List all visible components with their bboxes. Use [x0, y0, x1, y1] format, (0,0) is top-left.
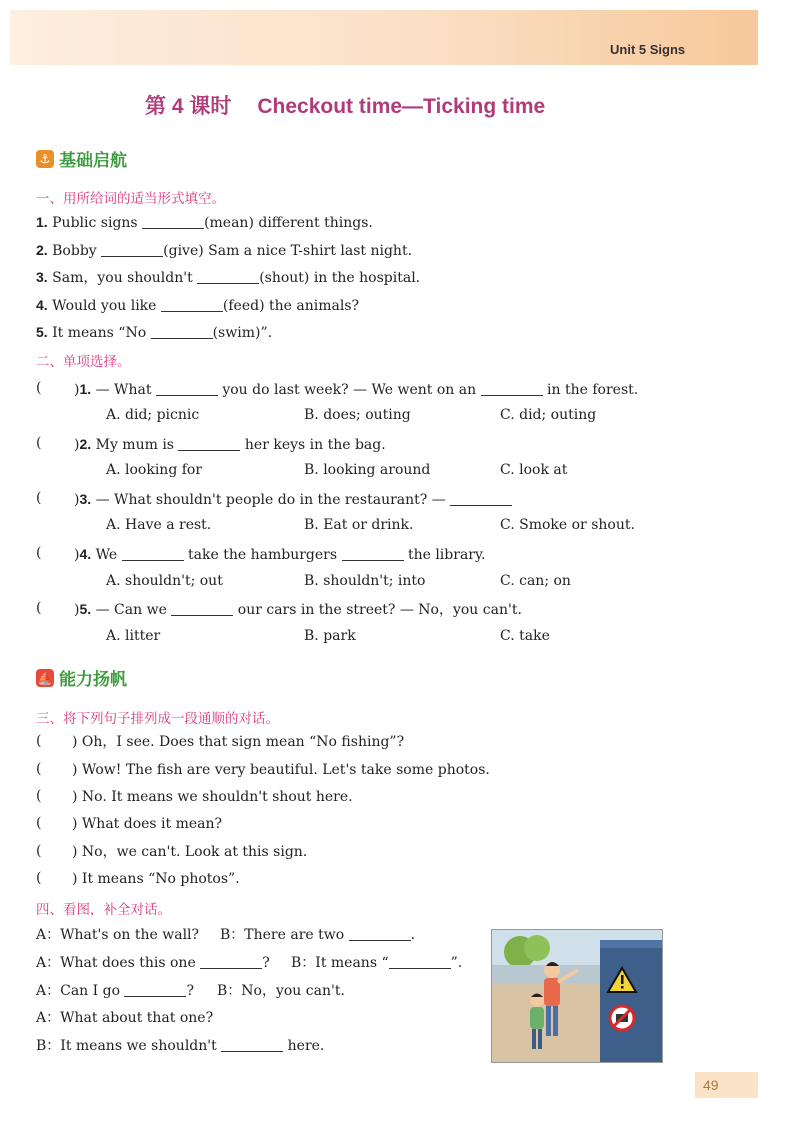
part4-heading: 四、看图，补全对话。 [36, 902, 171, 918]
option-a[interactable]: A. did; picnic [106, 407, 200, 423]
answer-blank[interactable] [178, 436, 240, 451]
fill-item: 5. It means “No (swim)”. [36, 324, 273, 341]
option-b[interactable]: B. does; outing [304, 407, 411, 423]
sail-icon: ⛵ [37, 670, 53, 685]
answer-paren[interactable]: ( [36, 815, 42, 831]
dialogue-b: B：No，you can't. [217, 983, 345, 999]
order-sentence: ) No，we can't. Look at this sign. [72, 844, 308, 860]
part2-heading: 二、单项选择。 [36, 354, 131, 370]
order-sentence: ) It means “No photos”. [72, 871, 240, 887]
section-ability-label: 能力扬帆 [59, 670, 127, 690]
option-b[interactable]: B. looking around [304, 462, 431, 478]
dialogue-a: A：What about that one? [36, 1010, 214, 1026]
mcq-question: )3. — What shouldn't people do in the restaurant? — [74, 490, 512, 509]
answer-paren[interactable]: ( [36, 761, 42, 777]
option-b[interactable]: B. shouldn't; into [304, 573, 426, 589]
order-sentence: ) What does it mean? [72, 816, 223, 832]
answer-blank[interactable] [122, 546, 184, 561]
option-c[interactable]: C. did; outing [500, 407, 597, 423]
answer-blank[interactable] [124, 982, 186, 997]
answer-paren[interactable]: ( [36, 380, 42, 396]
dialogue-b: B：It means “ ”. [291, 955, 463, 971]
lesson-prefix: 第 4 课时 [145, 95, 232, 118]
fill-item: 4. Would you like (feed) the animals? [36, 297, 360, 314]
answer-blank[interactable] [171, 601, 233, 616]
mcq-question: )5. — Can we our cars in the street? — No，you can't. [74, 601, 522, 618]
option-c[interactable]: C. take [500, 628, 550, 644]
answer-paren[interactable]: ( [36, 788, 42, 804]
page-number: 49 [695, 1072, 758, 1098]
fill-item: 3. Sam，you shouldn't (shout) in the hospital. [36, 269, 421, 286]
dialogue-b: B：There are two . [220, 927, 416, 943]
option-c[interactable]: C. look at [500, 462, 568, 478]
wall-panel [600, 940, 662, 1062]
dialogue-a: A：What's on the wall? [36, 927, 200, 943]
answer-paren[interactable]: ( [36, 490, 42, 506]
lesson-name: Checkout time—Ticking time [257, 95, 546, 118]
answer-blank[interactable] [481, 381, 543, 396]
option-b[interactable]: B. park [304, 628, 356, 644]
section-basic-label: 基础启航 [59, 151, 127, 171]
answer-paren[interactable]: ( [36, 870, 42, 886]
dialogue-illustration [491, 929, 663, 1063]
lesson-title [145, 90, 545, 120]
part1-heading: 一、用所给词的适当形式填空。 [36, 191, 225, 207]
answer-blank[interactable] [156, 381, 218, 396]
answer-paren[interactable]: ( [36, 545, 42, 561]
answer-blank[interactable] [101, 242, 163, 257]
option-a[interactable]: A. Have a rest. [106, 517, 212, 533]
option-a[interactable]: A. litter [106, 628, 161, 644]
option-c[interactable]: C. Smoke or shout. [500, 517, 635, 533]
dialogue-b: B：It means we shouldn't here. [36, 1038, 325, 1054]
answer-paren[interactable]: ( [36, 600, 42, 616]
anchor-icon: ⚓ [36, 150, 54, 168]
order-sentence: ) No. It means we shouldn't shout here. [72, 789, 353, 805]
fill-item: 2. Bobby (give) Sam a nice T-shirt last night. [36, 242, 413, 259]
answer-blank[interactable] [349, 926, 411, 941]
answer-paren[interactable]: ( [36, 733, 42, 749]
mcq-question: )4. We take the hamburgers the library. [74, 546, 486, 563]
fill-item: 1. Public signs (mean) different things. [36, 214, 373, 231]
mcq-question: )1. — What you do last week? — We went on an in the forest. [74, 381, 639, 398]
mcq-question: )2. My mum is her keys in the bag. [74, 436, 386, 453]
section-basic [36, 146, 127, 171]
answer-blank[interactable] [200, 954, 262, 969]
unit-label: Unit 5 Signs [610, 42, 686, 57]
dialogue-a: A：Can I go ? [36, 983, 194, 999]
answer-blank[interactable] [450, 491, 512, 506]
answer-blank[interactable] [221, 1037, 283, 1052]
answer-blank[interactable] [161, 297, 223, 312]
option-c[interactable]: C. can; on [500, 573, 571, 589]
order-sentence: ) Oh，I see. Does that sign mean “No fishing”? [72, 734, 405, 750]
answer-paren[interactable]: ( [36, 435, 42, 451]
dialogue-a: A：What does this one ? [36, 955, 270, 971]
section-ability [36, 665, 127, 690]
answer-blank[interactable] [197, 269, 259, 284]
order-sentence: ) Wow! The fish are very beautiful. Let's take some photos. [72, 762, 490, 778]
option-a[interactable]: A. shouldn't; out [106, 573, 223, 589]
answer-blank[interactable] [342, 546, 404, 561]
no-photos-sign-icon [610, 1006, 634, 1030]
answer-blank[interactable] [151, 324, 213, 339]
answer-blank[interactable] [142, 214, 204, 229]
illustration-svg [492, 930, 662, 1062]
option-b[interactable]: B. Eat or drink. [304, 517, 414, 533]
option-a[interactable]: A. looking for [106, 462, 203, 478]
part3-heading: 三、将下列句子排列成一段通顺的对话。 [36, 711, 279, 727]
answer-paren[interactable]: ( [36, 843, 42, 859]
answer-blank[interactable] [389, 954, 451, 969]
